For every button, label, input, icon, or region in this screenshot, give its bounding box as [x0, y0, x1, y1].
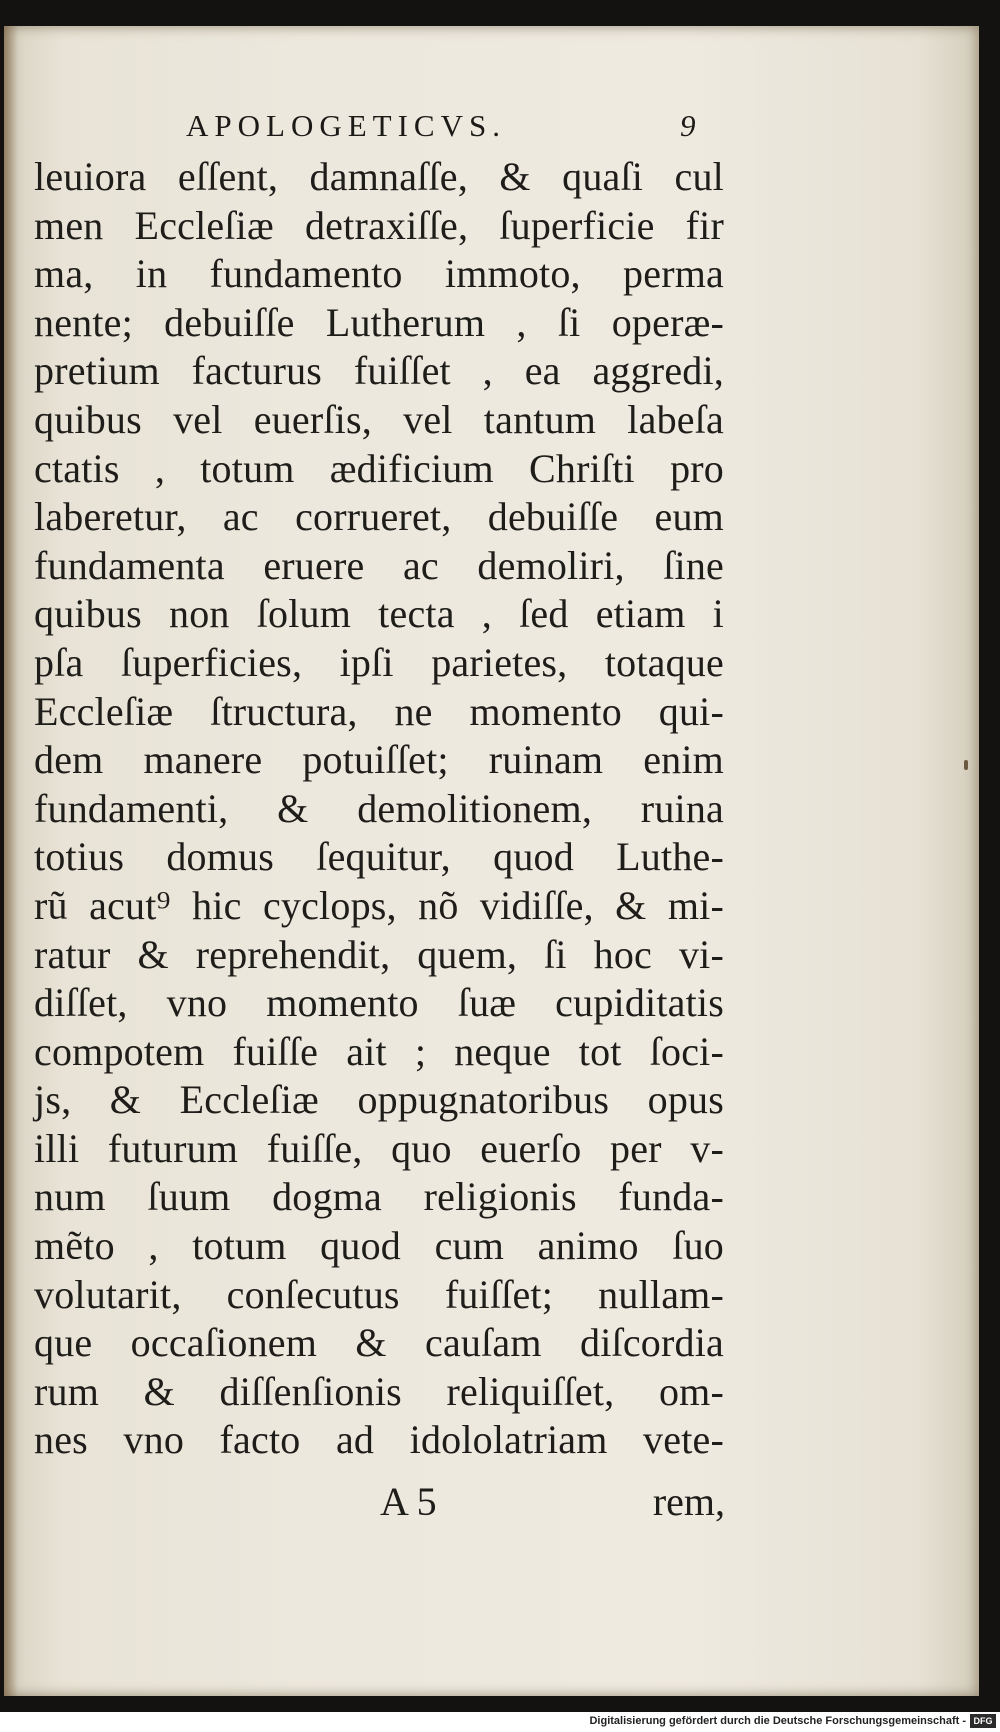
text-line: ctatis , totum ædificium Chriſti pro	[34, 445, 724, 491]
text-line: num ſuum dogma religionis funda-	[34, 1174, 724, 1220]
text-line: nente; debuiſſe Lutherum , ſi operæ-	[34, 299, 724, 345]
text-line: js, & Eccleſiæ oppugnatoribus opus	[34, 1077, 724, 1123]
dfg-logo: DFG	[970, 1714, 996, 1728]
running-head: APOLOGETICVS.	[186, 108, 506, 143]
text-line: fundamenti, & demolitionem, ruina	[34, 785, 724, 831]
text-line: nes vno facto ad idololatriam vete-	[34, 1417, 724, 1463]
text-line: dem manere potuiſſet; ruinam enim	[34, 737, 724, 783]
text-line: totius domus ſequitur, quod Luthe-	[34, 834, 724, 880]
page-number: 9	[680, 108, 696, 143]
text-line: quibus non ſolum tecta , ſed etiam i	[34, 591, 724, 637]
gutter-shadow	[4, 26, 18, 1696]
body-text	[34, 153, 734, 1465]
text-line: ma, in fundamento immoto, perma	[34, 251, 724, 297]
text-line: compotem fuiſſe ait ; neque tot ſoci-	[34, 1028, 724, 1074]
funding-credit: Digitalisierung gefördert durch die Deutsche Forschungsgemeinschaft -	[589, 1715, 966, 1727]
catchword: rem,	[652, 1479, 725, 1524]
text-line: Eccleſiæ ſtructura, ne momento qui-	[34, 688, 724, 734]
text-line: fundamenta eruere ac demoliri, ſine	[34, 542, 724, 588]
text-line: volutarit, conſecutus fuiſſet; nullam-	[34, 1271, 724, 1317]
signature-mark: A 5	[380, 1479, 437, 1524]
text-line: rum & diſſenſionis reliquiſſet, om-	[34, 1368, 724, 1414]
text-line: pſa ſuperficies, ipſi parietes, totaque	[34, 639, 724, 685]
text-line: rũ acut⁹ hic cyclops, nõ vidiſſe, & mi-	[34, 882, 724, 928]
text-line: diſſet, vno momento ſuæ cupiditatis	[34, 980, 724, 1026]
text-line: mẽto , totum quod cum animo ſuo	[34, 1223, 724, 1269]
text-line: ratur & reprehendit, quem, ſi hoc vi-	[34, 931, 724, 977]
text-line: illi futurum fuiſſe, quo euerſo per v-	[34, 1125, 724, 1171]
text-line: laberetur, ac corrueret, debuiſſe eum	[34, 494, 724, 540]
text-line: leuiora eſſent, damnaſſe, & quaſi cul	[34, 154, 724, 199]
text-line: quibus vel euerſis, vel tantum labeſa	[34, 396, 724, 442]
text-line: men Eccleſiæ detraxiſſe, ſuperficie fir	[34, 202, 724, 248]
paper-blemish	[964, 760, 968, 770]
text-line: pretium facturus fuiſſet , ea aggredi,	[34, 348, 724, 394]
text-line: que occaſionem & cauſam diſcordia	[34, 1320, 724, 1366]
